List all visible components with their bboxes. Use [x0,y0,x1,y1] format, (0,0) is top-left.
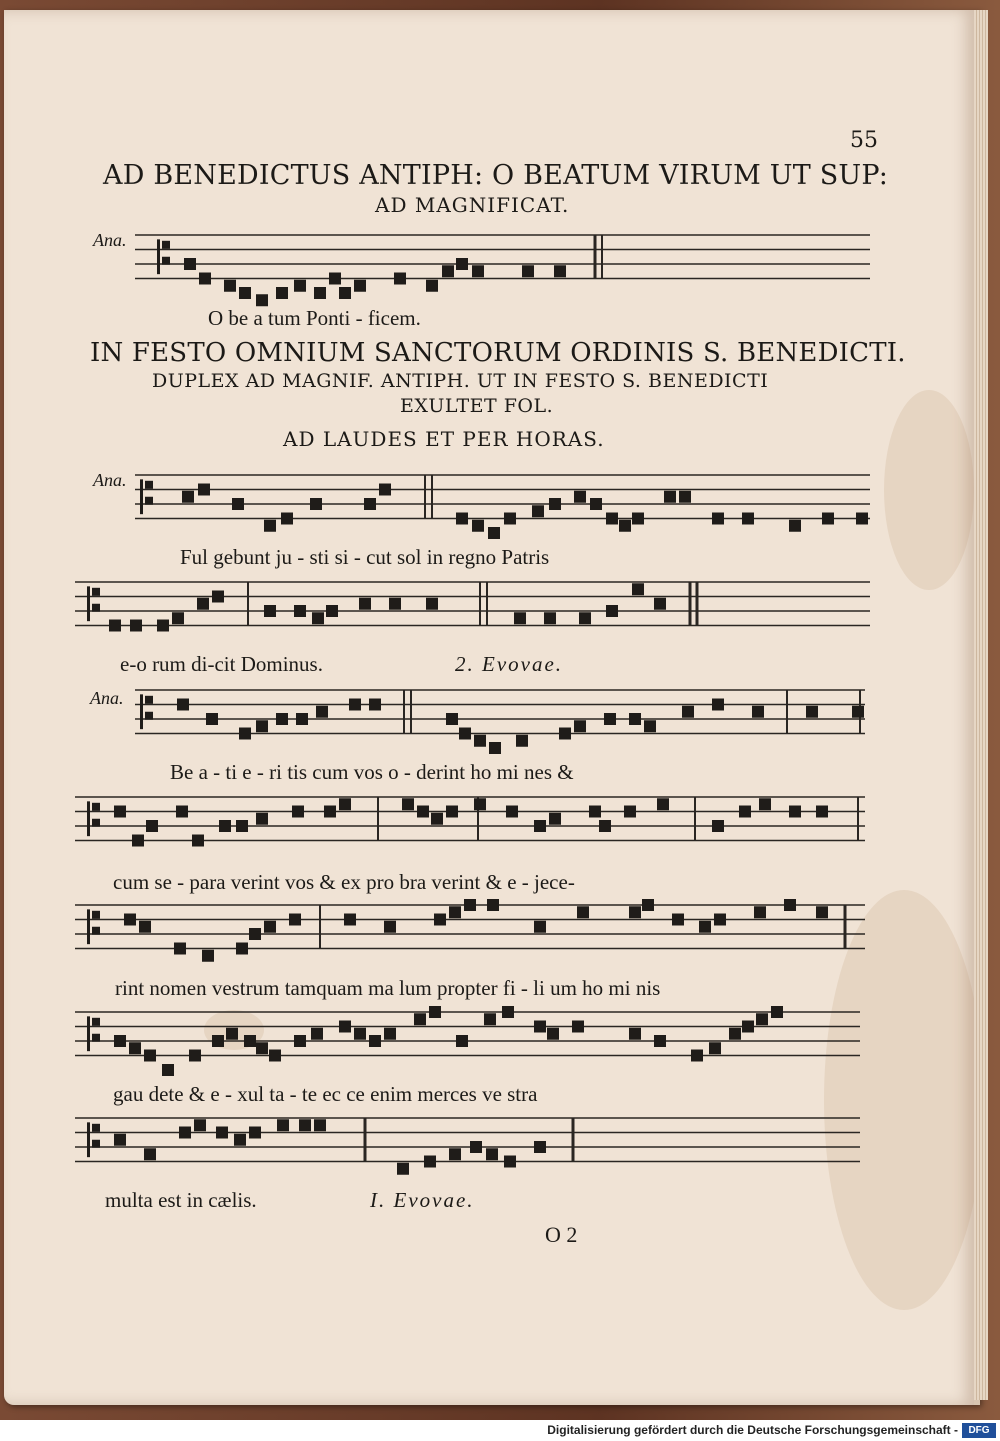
clef-icon [92,819,100,827]
heading-ad-magnificat: AD MAGNIFICAT. [375,193,570,217]
neume [364,498,376,510]
neume [177,699,189,711]
neume [590,498,602,510]
neume [379,484,391,496]
neume [464,899,476,911]
neume [806,706,818,718]
neume [189,1050,201,1062]
clef-icon [92,911,100,919]
neume [276,713,288,725]
neume [354,280,366,292]
neume [852,706,864,718]
neume [547,1028,559,1040]
neume [459,728,471,740]
neume [299,1119,311,1131]
neume [249,928,261,940]
neume [729,1028,741,1040]
neume [742,513,754,525]
lyric-line: e-o rum di-cit Dominus. [120,652,323,676]
neume [349,699,361,711]
neume [144,1050,156,1062]
neume [199,273,211,285]
neume [632,583,644,595]
neume [470,1141,482,1153]
lyric-line: O be a tum Ponti - ficem. [208,306,421,330]
neume [162,1064,174,1076]
neume [294,605,306,617]
neume [699,921,711,933]
neume [249,1127,261,1139]
clef-icon [92,1034,100,1042]
lyric-line: gau dete & e - xul ta - te ec ce enim merces ve stra [113,1082,538,1106]
neume [202,950,214,962]
neume [234,1134,246,1146]
clef-icon [140,694,143,729]
neume [314,1119,326,1131]
neume [739,806,751,818]
neume [114,1035,126,1047]
neume [312,612,324,624]
neume [644,720,656,732]
neume [277,1119,289,1131]
neume [397,1163,409,1175]
neume [456,258,468,270]
lyric-line: cum se - para verint vos & ex pro bra verint & e - jece- [113,870,575,894]
neume [236,820,248,832]
neume [197,598,209,610]
clef-icon [145,696,153,704]
neume [236,943,248,955]
clef-icon [87,586,90,621]
neume [212,591,224,603]
neume [534,1141,546,1153]
neume [226,1028,238,1040]
clef-icon [87,1122,90,1157]
neume [124,914,136,926]
neume [789,806,801,818]
neume [424,1156,436,1168]
neume [281,513,293,525]
clef-icon [92,1018,100,1026]
neume [606,605,618,617]
neume [816,906,828,918]
neume [417,806,429,818]
neume [239,287,251,299]
neume [426,598,438,610]
neume [504,513,516,525]
neume [384,921,396,933]
neume [130,620,142,632]
neume [442,265,454,277]
neume [402,798,414,810]
neume [752,706,764,718]
neume [714,914,726,926]
neume [219,820,231,832]
neume [474,798,486,810]
neume [324,806,336,818]
neume [654,1035,666,1047]
neume [182,491,194,503]
heading-exultet: EXULTET FOL. [400,395,554,417]
neume [109,620,121,632]
neume [789,520,801,532]
clef-icon [87,909,90,944]
neume [354,1028,366,1040]
ana-label: Ana. [93,230,127,250]
neume [339,287,351,299]
neume [784,899,796,911]
neume [256,813,268,825]
neume [172,612,184,624]
neume [296,713,308,725]
neume [559,728,571,740]
clef-icon [162,241,170,249]
neume [389,598,401,610]
neume [599,820,611,832]
neume [642,899,654,911]
neume [206,713,218,725]
neume [654,598,666,610]
neume [144,1148,156,1160]
neume [606,513,618,525]
clef-icon [92,1140,100,1148]
clef-icon [140,479,143,514]
neume [449,906,461,918]
dfg-logo: DFG [962,1423,996,1438]
clef-icon [145,481,153,489]
lyric-line: Ful gebunt ju - sti si - cut sol in regno Patris [180,545,550,569]
neume [394,273,406,285]
neume [294,1035,306,1047]
ana-label: Ana. [90,688,124,708]
neume [359,598,371,610]
neumes [109,258,868,1175]
neume [486,1148,498,1160]
neume [506,806,518,818]
neume [754,906,766,918]
neume [326,605,338,617]
lyric-line: I. Evovae. [370,1188,475,1212]
neume [269,1050,281,1062]
neume [534,1021,546,1033]
clef-icon [87,1016,90,1051]
clef-icon [87,801,90,836]
neume [239,728,251,740]
neume [310,498,322,510]
neume [146,820,158,832]
neume [664,491,676,503]
neume [771,1006,783,1018]
neume [194,1119,206,1131]
neume [534,820,546,832]
neume [224,280,236,292]
neume [384,1028,396,1040]
neume [157,620,169,632]
neume [572,1021,584,1033]
neume [344,914,356,926]
neume [691,1050,703,1062]
clef-icon [145,497,153,505]
neume [709,1042,721,1054]
clef-icon [157,239,160,274]
neume [816,806,828,818]
neume [264,520,276,532]
heading-ad-benedictus: AD BENEDICTUS ANTIPH: O BEATUM VIRUM UT SUP: [103,160,889,191]
neume [534,921,546,933]
signature-mark: O 2 [545,1222,578,1247]
neume [256,294,268,306]
neume [114,806,126,818]
clef-icon [162,257,170,265]
neume [174,943,186,955]
neume [632,513,644,525]
neume [672,914,684,926]
clef-icon [92,927,100,935]
neume [369,1035,381,1047]
neume [472,520,484,532]
neume [179,1127,191,1139]
neume [414,1013,426,1025]
neume [514,612,526,624]
neume [446,713,458,725]
neume [264,605,276,617]
clef-icon [87,239,170,1157]
neume [488,527,500,539]
clef-icon [92,604,100,612]
neume [589,806,601,818]
neume [756,1013,768,1025]
neume [474,735,486,747]
neume [339,1021,351,1033]
neume [472,265,484,277]
neume [629,906,641,918]
footer-bar [0,1420,1000,1441]
neume [532,505,544,517]
neume [504,1156,516,1168]
neume [456,1035,468,1047]
heading-in-festo: IN FESTO OMNIUM SANCTORUM ORDINIS S. BENEDICTI. [90,338,906,368]
neume [339,798,351,810]
clef-icon [92,1124,100,1132]
neume [276,287,288,299]
clef-icon [145,712,153,720]
neume [712,820,724,832]
neume [369,699,381,711]
clef-icon [92,803,100,811]
neume [212,1035,224,1047]
neume [431,813,443,825]
neume [244,1035,256,1047]
neume [114,1134,126,1146]
neume [316,706,328,718]
neume [176,806,188,818]
neume [759,798,771,810]
neume [577,906,589,918]
neume [456,513,468,525]
neume [679,491,691,503]
neume [822,513,834,525]
neume [311,1028,323,1040]
neume [129,1042,141,1054]
clef-icon [92,588,100,596]
neume [742,1021,754,1033]
neume [604,713,616,725]
neume [314,287,326,299]
neume [629,713,641,725]
neume [629,1028,641,1040]
neume [487,899,499,911]
neume [549,498,561,510]
heading-duplex: DUPLEX AD MAGNIF. ANTIPH. UT IN FESTO S. BENEDICTI [152,370,769,392]
neume [484,1013,496,1025]
neume [544,612,556,624]
page-number: 55 [850,128,878,153]
neume [426,280,438,292]
footer-text: Digitalisierung gefördert durch die Deutsche Forschungsgemeinschaft - [547,1423,958,1437]
neume [434,914,446,926]
neume [574,720,586,732]
ana-label: Ana. [93,470,127,490]
neume [132,835,144,847]
neume [232,498,244,510]
neume [256,1042,268,1054]
neume [554,265,566,277]
neume [449,1148,461,1160]
neume [489,742,501,754]
neume [216,1127,228,1139]
lyric-line: Be a - ti e - ri tis cum vos o - derint ho mi nes & [170,760,574,784]
neume [657,798,669,810]
neume [619,520,631,532]
neume [289,914,301,926]
neume [856,513,868,525]
neume [294,280,306,292]
neume [682,706,694,718]
neume [429,1006,441,1018]
lyric-line: 2. Evovae. [455,652,564,676]
neume [712,513,724,525]
neume [516,735,528,747]
neume [446,806,458,818]
neume [198,484,210,496]
neume [256,720,268,732]
neume [139,921,151,933]
neume [264,921,276,933]
lyric-line: rint nomen vestrum tamquam ma lum propter fi - li um ho mi nis [115,976,661,1000]
heading-ad-laudes: AD LAUDES ET PER HORAS. [283,427,605,451]
neume [292,806,304,818]
neume [192,835,204,847]
neume [549,813,561,825]
neume [502,1006,514,1018]
lyric-line: multa est in cælis. [105,1188,257,1212]
neume [184,258,196,270]
neume [574,491,586,503]
neume [522,265,534,277]
neume [712,699,724,711]
neume [624,806,636,818]
neume [329,273,341,285]
neume [579,612,591,624]
